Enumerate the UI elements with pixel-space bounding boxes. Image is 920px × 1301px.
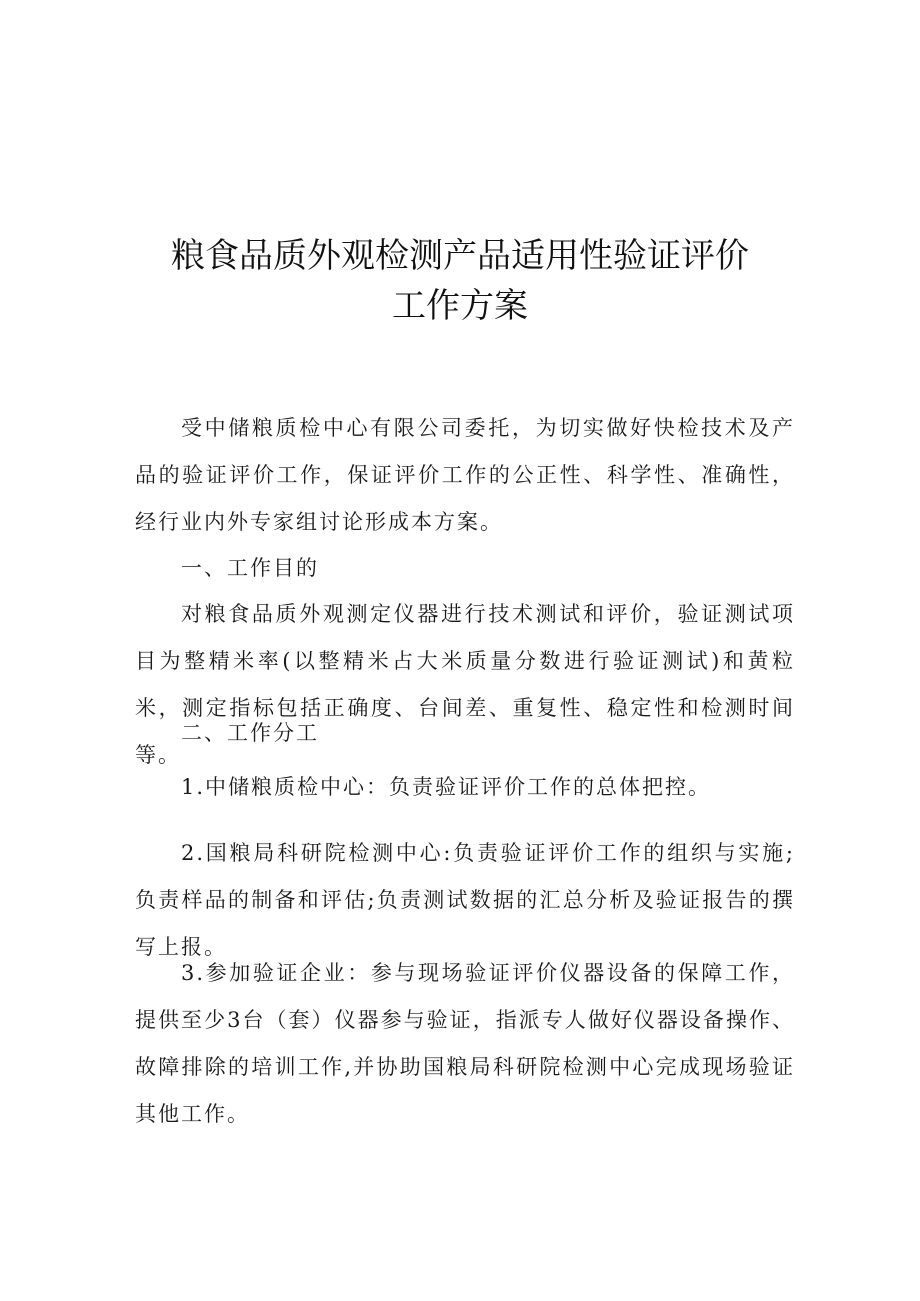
section2-item-2: 2.国粮局科研院检测中心:负责验证评价工作的组织与实施;负责样品的制备和评估;负责测试数据的汇总分析及验证报告的撰写上报。	[135, 841, 795, 959]
section1-body: 对粮食品质外观测定仪器进行技术测试和评价，验证测试项目为整精米率(以整精米占大米质量分数进行验证测试)和黄粒米，测定指标包括正确度、台间差、重复性、稳定性和检测时间等。	[135, 602, 795, 767]
section1-heading: 一、工作目的	[181, 556, 319, 580]
section2-item-1: 1.中储粮质检中心：负责验证评价工作的总体把控。	[181, 775, 712, 799]
document-title-line1: 粮食品质外观检测产品适用性验证评价	[171, 236, 749, 276]
document-title-line2: 工作方案	[392, 286, 528, 326]
intro-paragraph: 受中储粮质检中心有限公司委托，为切实做好快检技术及产品的验证评价工作，保证评价工作的公正性、科学性、准确性，经行业内外专家组讨论形成本方案。	[135, 416, 795, 534]
section2-heading: 二、工作分工	[181, 721, 319, 745]
section2-item-3: 3.参加验证企业：参与现场验证评价仪器设备的保障工作，提供至少3台（套）仪器参与验证，指派专人做好仪器设备操作、故障排除的培训工作,并协助国粮局科研院检测中心完成现场验证其他工作。	[135, 961, 795, 1126]
